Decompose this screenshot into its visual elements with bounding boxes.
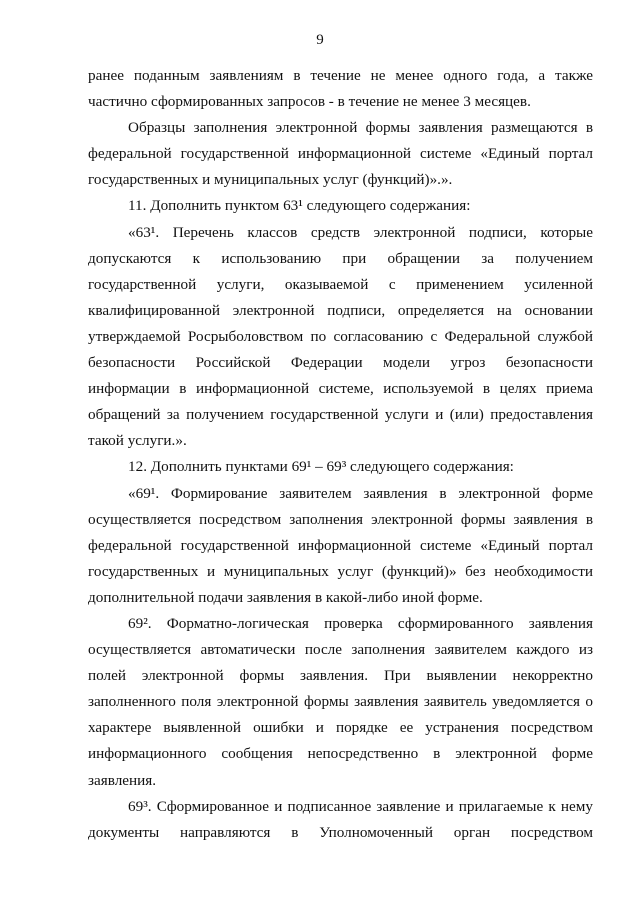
text-line: частично сформированных запросов - в течение не менее 3 месяцев. — [88, 93, 531, 111]
text-line: государственных и муниципальных услуг (функций)» без необходимости — [88, 562, 593, 580]
text-line: федеральной государственной информационной системе «Единый портал — [88, 145, 593, 163]
paragraph — [88, 220, 593, 455]
text-line: информации в информационной системе, используемой в целях приема — [88, 380, 593, 398]
text-line: информационного сообщения непосредственно в электронной форме — [88, 745, 593, 763]
text-line: квалифицированной электронной подписи, определяется на основании — [88, 301, 593, 319]
text-line: такой услуги.». — [88, 432, 187, 450]
text-line: документы направляются в Уполномоченный орган посредством — [88, 823, 593, 841]
text-line: обращений за получением государственной услуги и (или) предоставления — [88, 406, 593, 424]
text-line: государственной услуги, оказываемой с применением усиленной — [88, 275, 593, 293]
paragraph — [88, 63, 593, 115]
text-line: безопасности Российской Федерации модели угроз безопасности — [88, 354, 593, 372]
paragraph — [88, 794, 593, 846]
paragraph — [88, 611, 593, 794]
document-body — [88, 63, 593, 846]
text-line: утверждаемой Росрыболовством по согласованию с Федеральной службой — [88, 327, 593, 345]
page-number: 9 — [316, 32, 324, 48]
text-line: Образцы заполнения электронной формы заявления размещаются в — [128, 119, 593, 137]
text-line: государственных и муниципальных услуг (функций)».». — [88, 171, 453, 189]
paragraph — [88, 454, 593, 480]
text-line: 69³. Сформированное и подписанное заявление и прилагаемые к нему — [128, 797, 593, 815]
text-line: ранее поданным заявлениям в течение не менее одного года, а также — [88, 67, 593, 84]
text-line: заявления. — [88, 771, 157, 789]
text-line: дополнительной подачи заявления в какой-либо иной форме. — [88, 588, 483, 606]
text-line: полей электронной формы заявления. При выявлении некорректно — [88, 667, 593, 685]
text-line: 12. Дополнить пунктами 69¹ – 69³ следующего содержания: — [128, 458, 514, 476]
text-line: осуществляется автоматически после заполнения заявителем каждого из — [88, 641, 593, 659]
paragraph — [88, 115, 593, 193]
text-line: «69¹. Формирование заявителем заявления в электронной форме — [128, 484, 593, 502]
text-line: осуществляется посредством заполнения электронной формы заявления в — [88, 510, 593, 528]
text-line: допускаются к использованию при обращении за получением — [88, 249, 593, 267]
text-line: «63¹. Перечень классов средств электронной подписи, которые — [128, 223, 593, 241]
text-line: 11. Дополнить пунктом 63¹ следующего содержания: — [128, 197, 471, 215]
paragraph — [88, 481, 593, 611]
paragraph — [88, 193, 593, 219]
text-line: заполненного поля электронной формы заявления заявитель уведомляется о — [88, 693, 593, 711]
text-line: 69². Форматно-логическая проверка сформированного заявления — [128, 614, 593, 632]
text-line: федеральной государственной информационной системе «Единый портал — [88, 536, 593, 554]
text-line: характере выявленной ошибки и порядке ее устранения посредством — [88, 719, 593, 737]
